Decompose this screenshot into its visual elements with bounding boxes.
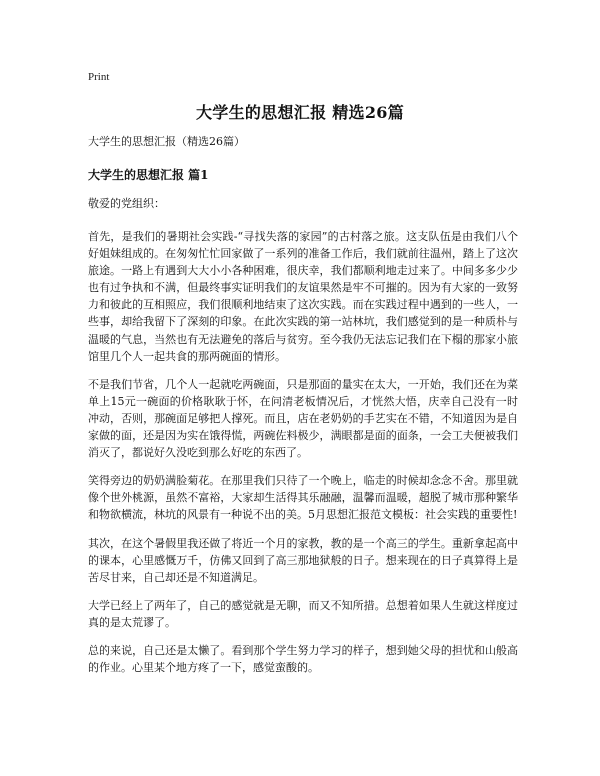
print-label[interactable]: Print (88, 71, 110, 83)
paragraph: 首先，是我们的暑期社会实践-“寻找失落的家园”的古村落之旅。这支队伍是由我们八个好姐妹组成的。在匆匆忙忙回家做了一系列的准备工作后，我们就前往温州，踏上了这次旅途。一路上有遇到大大小小各种困难，很庆幸，我们都顺利地走过来了。中间多多少少也有过争执和不满，但最终事实证明我们的友谊果然是牢不可摧的。因为有大家的一致努力和彼此的互相照应，我们很顺利地结束了这次实践。而在实践过程中遇到的一些人，一些事，却给我留下了深刻的印象。在此次实践的第一站林坑，我们感觉到的是一种质朴与温暖的气息，当然也有无法避免的落后与贫穷。至今我仍无法忘记我们在下榻的那家小旅馆里几个人一起共食的那两碗面的情形。 (88, 230, 518, 363)
paragraph: 不是我们节省，几个人一起就吃两碗面，只是那面的量实在太大，一开始，我们还在为菜单上15元一碗面的价格耿耿于怀，在问清老板情况后，才恍然大悟，庆幸自己没有一时冲动，否则，那碗面足够把人撑死。而且，店在老奶奶的手艺实在不错，不知道因为是自家做的面，还是因为实在饿得慌，两碗佐料极少，满眼都是面的面条，一会工夫便被我们消灭了，都说好久没吃到那么好吃的东西了。 (88, 377, 518, 460)
section-heading: 大学生的思想汇报 篇1 (88, 168, 209, 182)
paragraph: 笑得旁边的奶奶满脸菊花。在那里我们只待了一个晚上，临走的时候却念念不舍。那里就像个世外桃源，虽然不富裕，大家却生活得其乐融融，温馨而温暖，超脱了城市那种繁华和物欲横流，林坑的风景有一种说不出的美。5月思想汇报范文模板：社会实践的重要性! (88, 474, 518, 522)
document-subtitle: 大学生的思想汇报（精选26篇） (88, 135, 245, 148)
salutation: 敬爱的党组织： (88, 197, 165, 210)
paragraph: 大学已经上了两年了，自己的感觉就是无聊，而又不知所措。总想着如果人生就这样度过真的是太荒谬了。 (88, 598, 518, 629)
document-title: 大学生的思想汇报 精选26篇 (195, 103, 405, 122)
paragraph: 总的来说，自己还是太懒了。看到那个学生努力学习的样子，想到她父母的担忧和山般高的作业。心里某个地方疼了一下，感觉蛮酸的。 (88, 643, 518, 675)
document-body (88, 134, 518, 687)
paragraph: 其次，在这个暑假里我还做了将近一个月的家教，教的是一个高三的学生。重新拿起高中的课本，心里感慨万千，仿佛又回到了高三那地狱般的日子。想来现在的日子真算得上是苦尽甘来，自己却还是不知道满足。 (88, 536, 518, 584)
